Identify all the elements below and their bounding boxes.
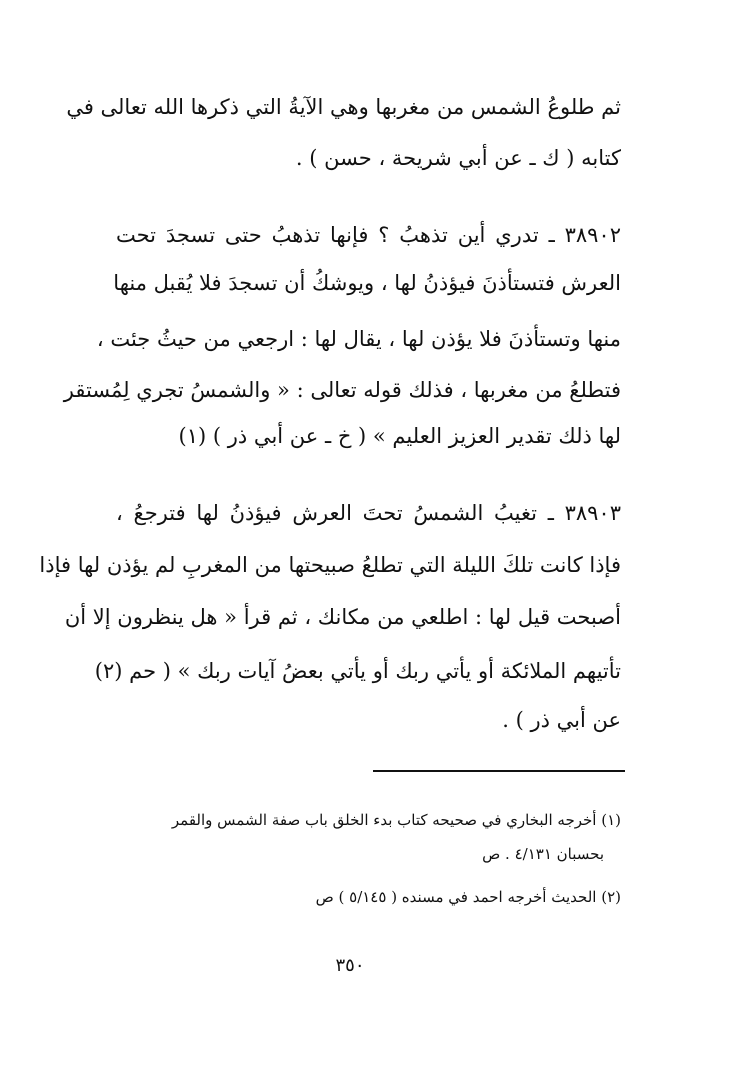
- text-line-2: كتابه ( ك ـ عن أبي شريحة ، حسن ) .: [295, 146, 621, 170]
- hadith-38902-line-1: ٣٨٩٠٢ ـ تدري أين تذهبُ ؟ فإنها تذهبُ حتى تسجدَ تحت: [116, 223, 621, 247]
- hadith-38903-line-2: فإذا كانت تلكَ الليلة التي تطلعُ صبيحتها من المغربِ لم يؤذن لها فإذا: [39, 553, 621, 577]
- footnote-divider: [373, 770, 625, 772]
- hadith-38903-line-1: ٣٨٩٠٣ ـ تغيبُ الشمسُ تحتَ العرش فيؤذنُ لها فترجعُ ،: [116, 501, 621, 525]
- hadith-38903-line-4: تأتيهم الملائكة أو يأتي ربك أو يأتي بعضُ آيات ربك » ( حم (٢): [94, 659, 621, 683]
- hadith-38902-line-3: منها وتستأذنَ فلا يؤذن لها ، يقال لها : ارجعي من حيثُ جئت ،: [96, 327, 621, 351]
- hadith-38902-line-5: لها ذلك تقدير العزيز العليم » ( خ ـ عن أبي ذر ) (١): [178, 424, 621, 448]
- page-number: ٣٥٠: [335, 955, 365, 976]
- hadith-38902-line-2: العرش فتستأذنَ فيؤذنُ لها ، ويوشكُ أن تسجدَ فلا يُقبل منها: [113, 271, 621, 295]
- text-line-1: ثم طلوعُ الشمس من مغربها وهي الآيةُ التي ذكرها الله تعالى في: [66, 95, 621, 119]
- footnote-1-line-1: (١) أخرجه البخاري في صحيحه كتاب بدء الخلق باب صفة الشمس والقمر: [171, 811, 621, 829]
- hadith-38903-line-5: عن أبي ذر ) .: [502, 708, 621, 732]
- footnote-2: (٢) الحديث أخرجه احمد في مسنده ( ٥/١٤٥ ) ص: [315, 888, 621, 906]
- hadith-38902-line-4: فتطلعُ من مغربها ، فذلك قوله تعالى : « والشمسُ تجري لِمُستقر: [63, 378, 621, 402]
- footnote-1-line-2: بحسبان ٤/١٣١ . ص: [482, 845, 604, 863]
- hadith-38903-line-3: أصبحت قيل لها : اطلعي من مكانك ، ثم قرأ « هل ينظرون إلا أن: [64, 605, 621, 629]
